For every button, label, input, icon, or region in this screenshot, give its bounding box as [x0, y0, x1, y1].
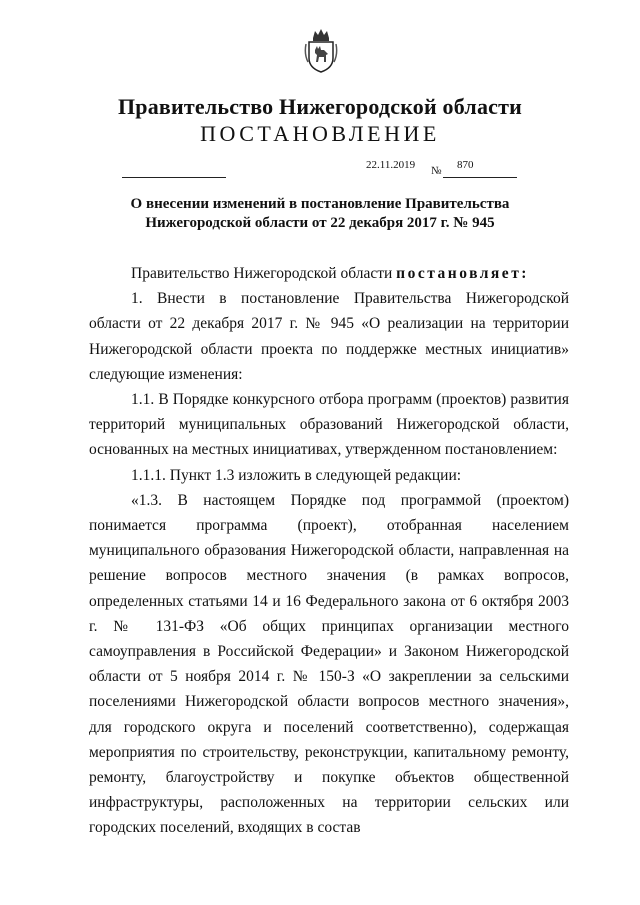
- document-subject: [100, 195, 540, 233]
- date-underline: [122, 177, 226, 178]
- document-body: [89, 261, 569, 841]
- document-date: 22.11.2019: [366, 159, 416, 171]
- decree-verb: постановляет:: [396, 265, 529, 282]
- document-type: ПОСТАНОВЛЕНИЕ: [200, 121, 440, 146]
- document-number: 870: [457, 159, 474, 171]
- subject-line-1: О внесении изменений в постановление Правительства: [130, 196, 510, 212]
- paragraph-1-1: 1.1. В Порядке конкурсного отбора программ (проектов) развития территорий муниципальных образований Нижегородской области, основанных на местных инициативах, утвержденном постановлением:: [89, 391, 569, 459]
- number-underline: [443, 177, 517, 178]
- paragraph-1-1-1: 1.1.1. Пункт 1.3 изложить в следующей редакции:: [131, 466, 462, 484]
- number-sign: №: [431, 165, 442, 177]
- subject-line-2: Нижегородской области от 22 декабря 2017 г. № 945: [145, 215, 495, 231]
- decree-intro: Правительство Нижегородской области: [131, 265, 397, 282]
- government-title: Правительство Нижегородской области: [117, 94, 522, 119]
- paragraph-1-3-text: «1.3. В настоящем Порядке под программой (проектом) понимается программа (проект), отобранная населением муниципального образования Нижегородской области, направленная на решение вопросов местного значения (в рамках вопросов, определенных статьями 14 и 16 Федерального закона от 6 октября 2003 г. № 131-ФЗ «Об общих принципах организации местного самоуправления в Российской Федерации» и Законом Нижегородской области от 5 ноября 2014 г. № 150-З «О закреплении за сельскими поселениями Нижегородской области вопросов местного значения», для городского округа и поселений соответственно), содержащая мероприятия по строительству, реконструкции, капитальному ремонту, ремонту, благоустройству и покупке объектов общественной инфраструктуры, расположенных на территории сельских или городских поселений, входящих в состав: [89, 491, 569, 837]
- paragraph-1: 1. Внести в постановление Правительства Нижегородской области от 22 декабря 2017 г. № 945 «О реализации на территории Нижегородской области проекта по поддержке местных инициатив» следующие изменения:: [89, 290, 569, 383]
- coat-of-arms-icon: [304, 28, 338, 74]
- paragraph-decree: [89, 261, 569, 286]
